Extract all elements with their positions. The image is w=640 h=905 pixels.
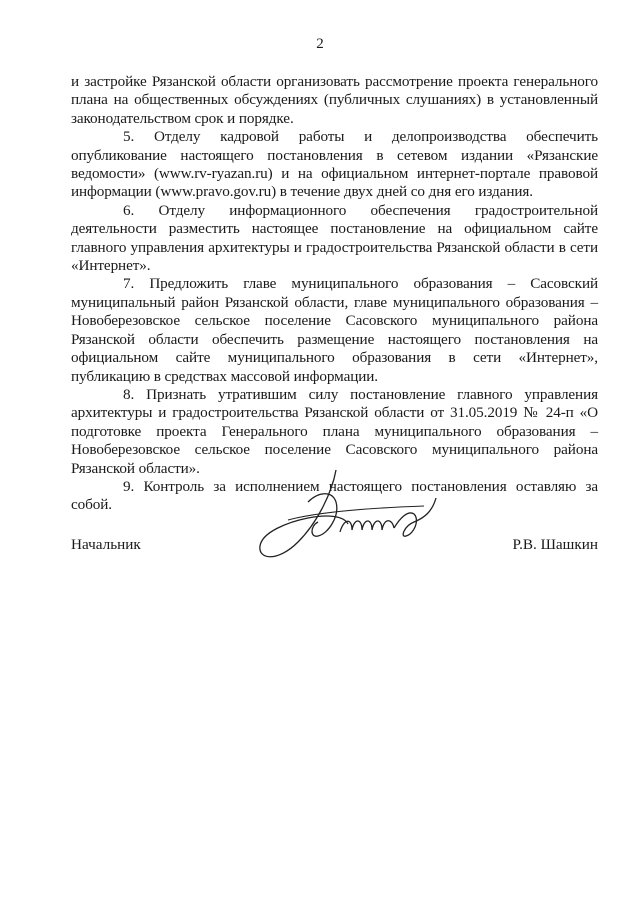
document-body xyxy=(71,73,598,515)
paragraph-text: Предложить главе муниципального образования – Сасовский муниципальный район Рязанской области, главе муниципального образования – Новоберезовское сельское поселение Сасовского муниципального района Рязанской области обеспечить размещение настоящего постановления на официальном сайте муниципального образования в сети «Интернет», публикацию в средствах массовой информации. xyxy=(71,275,598,385)
paragraph-number: 7. xyxy=(123,275,135,293)
paragraph-text: Отделу информационного обеспечения градостроительной деятельности разместить настоящее постановление на официальном сайте главного управления архитектуры и градостроительства Рязанской области в сети «Интернет». xyxy=(71,201,598,275)
paragraph-text: Контроль за исполнением настоящего постановления оставляю за собой. xyxy=(71,477,598,514)
paragraph-text: Отделу кадровой работы и делопроизводства обеспечить опубликование настоящего постановления в сетевом издании «Рязанские ведомости» (www.rv-ryazan.ru) и на официальном интернет-портале правовой информации (www.pravo.gov.ru) в течение двух дней со дня его издания. xyxy=(71,128,598,201)
paragraph-item-6 xyxy=(71,202,598,276)
paragraph-number: 5. xyxy=(123,128,135,146)
page-number: 2 xyxy=(316,36,324,52)
paragraph-number: 9. xyxy=(123,477,135,495)
paragraph-continuation xyxy=(71,73,598,128)
signatory-name: Р.В. Шашкин xyxy=(512,536,598,553)
paragraph-item-7 xyxy=(71,275,598,385)
paragraph-number: 6. xyxy=(123,201,135,219)
paragraph-text: и застройке Рязанской области организовать рассмотрение проекта генерального плана на общественных обсуждениях (публичных слушаниях) в установленный законодательством срок и порядке. xyxy=(71,73,598,127)
signature-block xyxy=(71,536,598,558)
paragraph-text: Признать утратившим силу постановление главного управления архитектуры и градостроительства Рязанской области от 31.05.2019 № 24-п «О подготовке проекта Генерального плана муниципального образования – Новоберезовское сельское поселение Сасовского муниципального района Рязанской области». xyxy=(71,385,599,477)
signatory-position: Начальник xyxy=(71,536,141,553)
paragraph-item-5 xyxy=(71,128,598,202)
paragraph-number: 8. xyxy=(123,385,135,403)
